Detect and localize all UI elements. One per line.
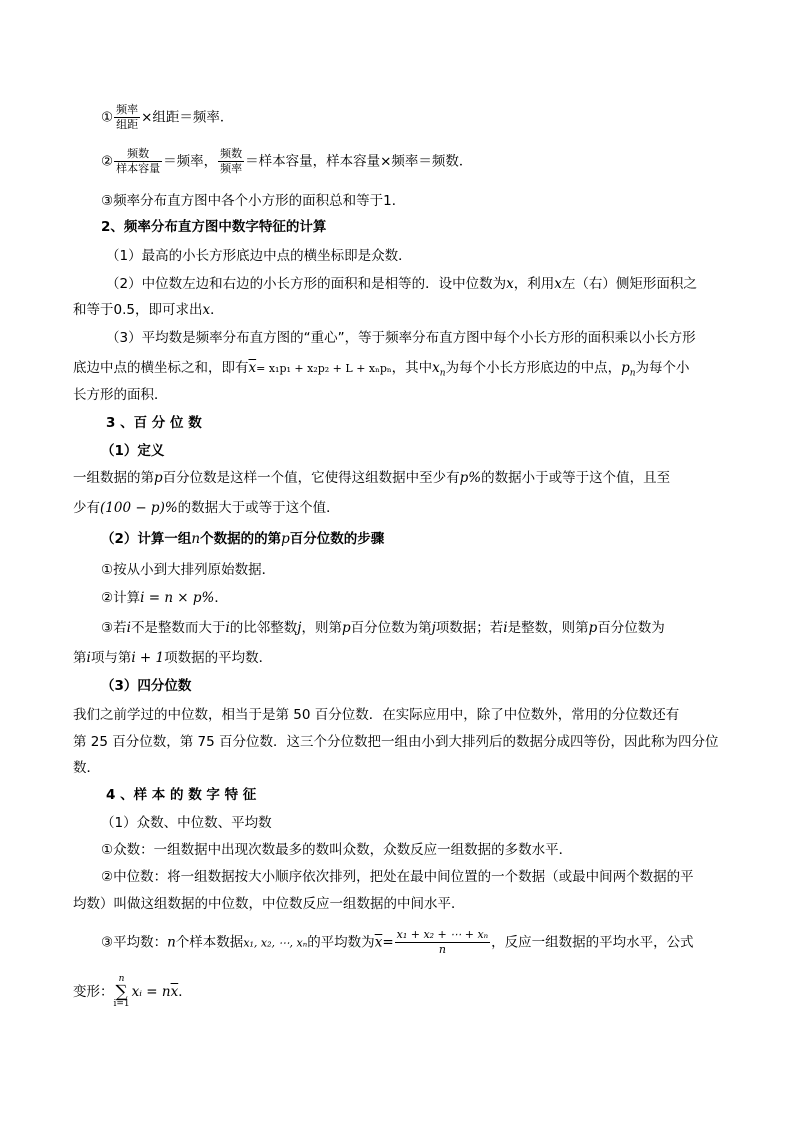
section-heading-2: 2、频率分布直方图中数字特征的计算 [101, 219, 327, 235]
line-step-2: ②计算i = n × p%． [101, 590, 228, 606]
line-formula-transform: 变形：n ∑ i=1xᵢ = $n\overline{x}$． [73, 974, 192, 1009]
line-median-def-1: ②中位数：将一组数据按大小顺序依次排列，把处在最中间位置的一个数据（或最中间两个数据的平 [101, 869, 694, 885]
line-mode: （1）最高的小长方形底边中点的横坐标即是众数． [106, 248, 412, 264]
summation-sign: n ∑ i=1 [113, 974, 130, 1009]
mean-formula: = x₁p₁ + x₂p₂ + L + xₙpₙ [256, 362, 392, 375]
line-quartiles-2: 第 25 百分位数，第 75 百分位数．这三个分位数把一组由小到大排列后的数据分成四等份，因此称为四分位 [73, 734, 719, 750]
section-heading-4: 4 、样 本 的 数 字 特 征 [106, 787, 257, 803]
line-step-3a: ③若i不是整数而大于i的比邻整数j，则第p百分位数为第j项数据；若i是整数，则第p百分位数为 [101, 620, 665, 636]
line-definition-1: 一组数据的第p百分位数是这样一个值，它使得这组数据中至少有p%的数据小于或等于这个值，且至 [73, 470, 671, 486]
line-step-1: ①按从小到大排列原始数据． [101, 562, 276, 578]
line-frequency-per-width: ① $\frac{\text{频率}}{\text{组距}}$ ×组距＝频率． [101, 103, 234, 131]
line-frequency-count-relations: ② $\frac{\text{频数}}{\text{样本容量}}$ ＝频率， $\frac{\text{频数}}{\text{频率}}$ ＝样本容量，样本容量×频率＝频数． [101, 147, 473, 175]
line-mean-2: 底边中点的横坐标之和，即有$\overline{x}= x_1p_1 + x_2p_2 + L + x_np_n$，其中$x_n$为每个小长方形底边的中点，$p_n$为每个小 [73, 360, 690, 379]
line-median-1: （2）中位数左边和右边的小长方形的面积和是相等的．设中位数为x，利用x左（右）侧矩形面积之 [106, 276, 697, 292]
line-mean-3: 长方形的面积． [73, 387, 168, 403]
fraction-count-over-frequency: $\frac{\text{频数}}{\text{频率}}$ [220, 147, 243, 175]
section-heading-3: 3 、百 分 位 数 [106, 415, 202, 431]
x-bar-symbol: $\overline{x}$ [248, 360, 257, 376]
circled-1: ① [101, 109, 114, 126]
line-mode-def: ①众数：一组数据中出现次数最多的数叫众数，众数反应一组数据的多数水平． [101, 842, 573, 858]
subheading-steps: （2）计算一组n个数据的的第p百分位数的步骤 [101, 531, 385, 547]
line-median-2: 和等于0.5，即可求出x． [73, 302, 224, 318]
line-quartiles-3: 数． [73, 760, 100, 776]
subheading-definition: （1）定义 [101, 443, 165, 459]
line-step-3b: 第i项与第i + 1项数据的平均数． [73, 650, 273, 666]
line-mean-def: ③平均数：n个样本数据x₁, x₂, ⋯, xₙ的平均数为$\overline{x}=$ $\frac{\text{x₁ + x₂ + ⋯ + xₙ}}{n}$ ，反应一组数据的平均水平，公式 [101, 928, 694, 956]
subheading-quartiles: （3）四分位数 [101, 678, 192, 694]
line-quartiles-1: 我们之前学过的中位数，相当于是第 50 百分位数．在实际应用中，除了中位数外，常用的分位数还有 [73, 707, 680, 723]
line-median-def-2: 均数）叫做这组数据的中位数，中位数反应一组数据的中间水平． [73, 896, 465, 912]
fraction-frequency-over-width: $\frac{\text{频率}}{\text{组距}}$ [116, 103, 139, 131]
mean-fraction: $\frac{\text{x₁ + x₂ + ⋯ + xₙ}}{n}$ [396, 928, 489, 956]
line-definition-2: 少有(100 − p)%的数据大于或等于这个值． [73, 500, 340, 516]
line-features-sub: （1）众数、中位数、平均数 [101, 815, 272, 831]
line-area-sum: ③频率分布直方图中各个小方形的面积总和等于1． [101, 193, 406, 209]
line-mean-1: （3）平均数是频率分布直方图的“重心”，等于频率分布直方图中每个小长方形的面积乘以小长方形 [106, 330, 696, 346]
fraction-count-over-sample-size: $\frac{\text{频数}}{\text{样本容量}}$ [116, 147, 161, 175]
